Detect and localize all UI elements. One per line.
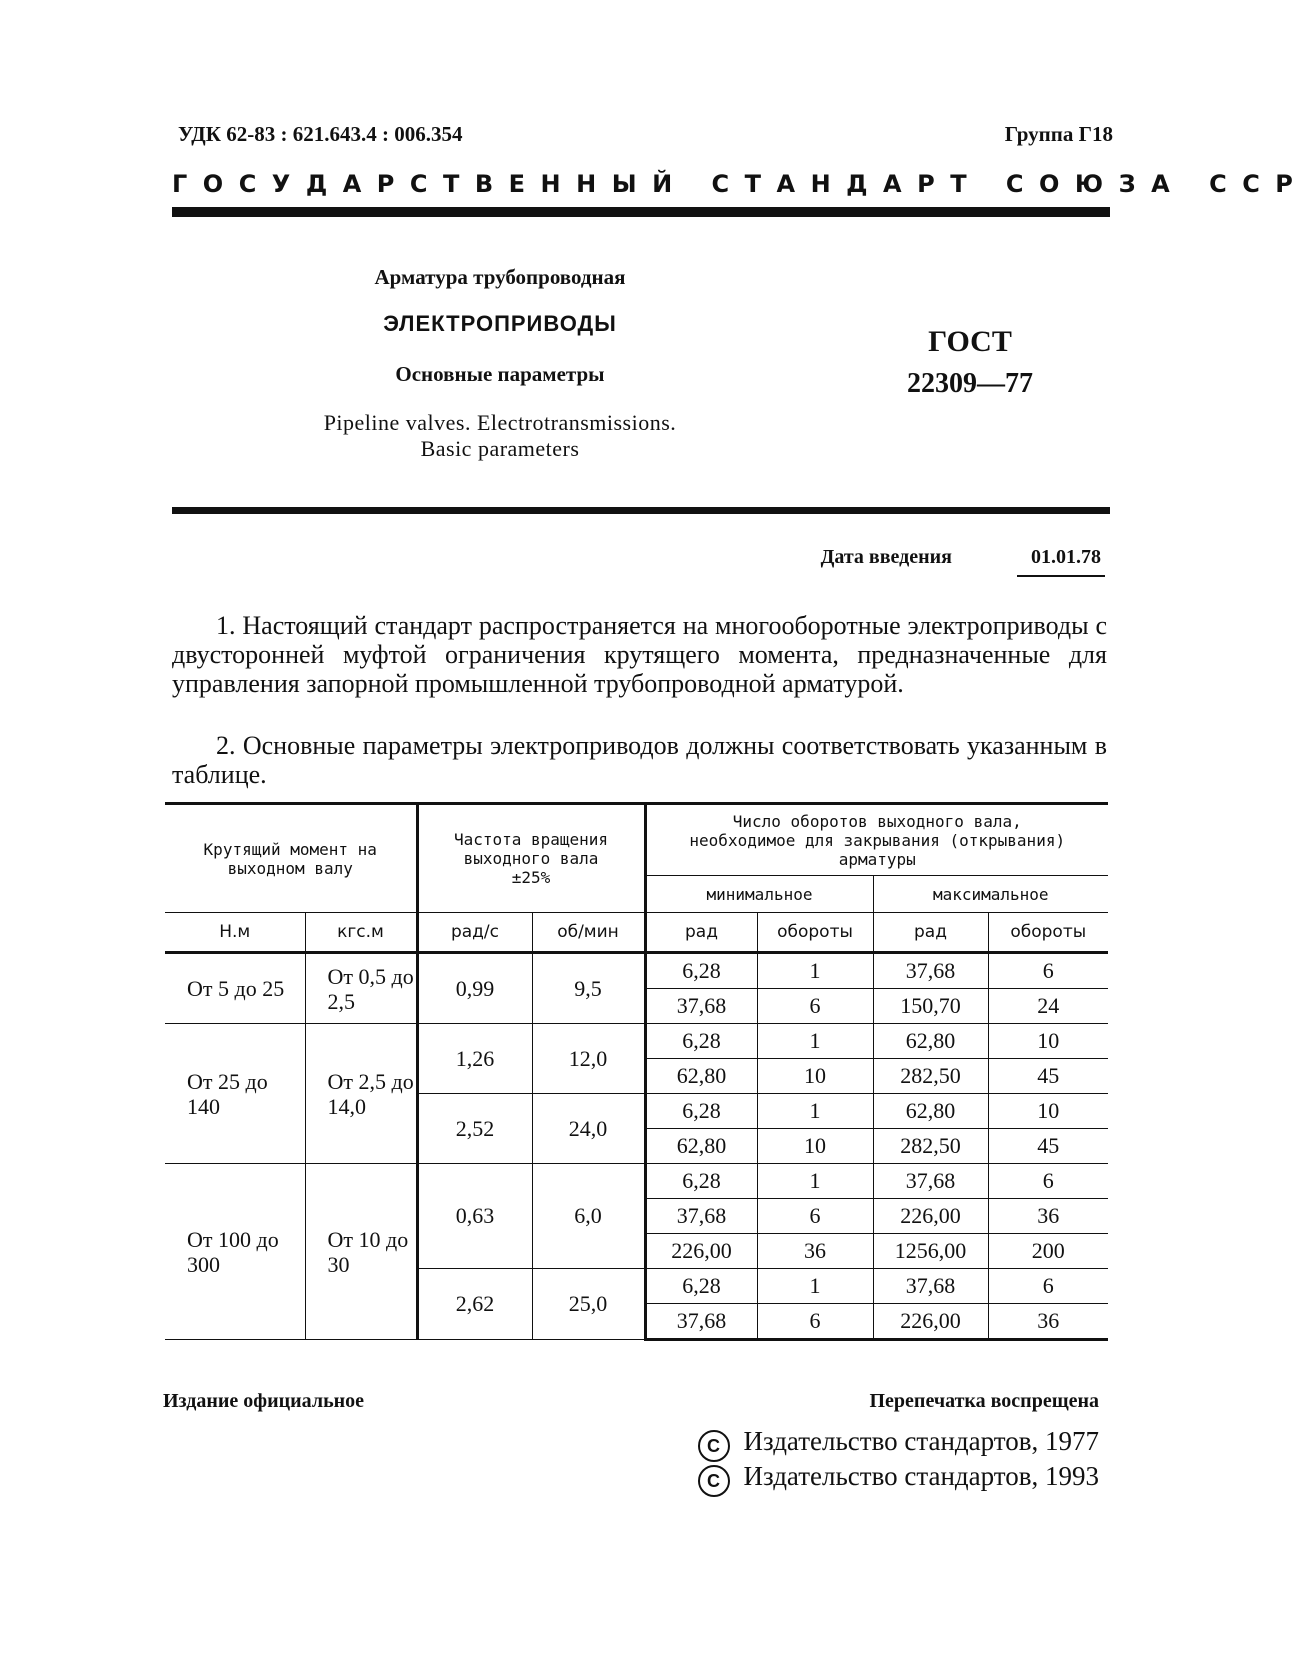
max-turns: 10 bbox=[988, 1024, 1108, 1059]
max-rad: 37,68 bbox=[873, 953, 988, 989]
copyright-icon: C bbox=[698, 1430, 730, 1462]
header-rule bbox=[172, 207, 1110, 217]
min-rad: 62,80 bbox=[645, 1059, 757, 1094]
min-rad: 37,68 bbox=[645, 989, 757, 1024]
table-row bbox=[165, 1024, 1108, 1059]
max-turns: 36 bbox=[988, 1199, 1108, 1234]
header-frequency: Частота вращения выходного вала ±25% bbox=[417, 804, 645, 913]
max-rad: 226,00 bbox=[873, 1304, 988, 1340]
speed-rpm: 9,5 bbox=[532, 953, 645, 1024]
unit-min-turns: обороты bbox=[757, 913, 873, 953]
title-english-line1: Pipeline valves. Electrotransmissions. bbox=[323, 410, 677, 435]
header-minimal: минимальное bbox=[645, 876, 873, 913]
torque-kgsm: От 0,5 до 2,5 bbox=[305, 953, 417, 1024]
introduction-date-block bbox=[821, 546, 1105, 577]
parameters-table bbox=[165, 802, 1108, 1341]
max-rad: 282,50 bbox=[873, 1129, 988, 1164]
speed-rads: 1,26 bbox=[417, 1024, 532, 1094]
table-row bbox=[165, 953, 1108, 989]
max-turns: 45 bbox=[988, 1129, 1108, 1164]
header-revolutions: Число оборотов выходного вала, необходимое для закрывания (открывания) арматуры bbox=[645, 804, 1108, 876]
max-turns: 24 bbox=[988, 989, 1108, 1024]
copyright-line-1 bbox=[698, 1426, 1099, 1462]
torque-kgsm: От 10 до 30 bbox=[305, 1164, 417, 1340]
min-rad: 37,68 bbox=[645, 1304, 757, 1340]
copyright-text-1: Издательство стандартов, 1977 bbox=[743, 1426, 1099, 1456]
min-turns: 10 bbox=[757, 1129, 873, 1164]
title-subtitle: Основные параметры bbox=[395, 362, 605, 386]
speed-rpm: 6,0 bbox=[532, 1164, 645, 1269]
min-rad: 37,68 bbox=[645, 1199, 757, 1234]
gost-number: 22309—77 bbox=[907, 368, 1033, 399]
speed-rads: 2,62 bbox=[417, 1269, 532, 1340]
paragraph-1: 1. Настоящий стандарт распространяется на многооборотные электроприводы с двусторонней муфтой ограничения крутящего момента, предназначенные для управления запорной промышленной трубопроводной арматурой. bbox=[172, 611, 1107, 698]
title-main: ЭЛЕКТРОПРИВОДЫ bbox=[383, 311, 617, 336]
min-turns: 36 bbox=[757, 1234, 873, 1269]
max-rad: 62,80 bbox=[873, 1094, 988, 1129]
paragraph-2: 2. Основные параметры электроприводов должны соответствовать указанным в таблице. bbox=[172, 731, 1107, 789]
udk-code: УДК 62-83 : 621.643.4 : 006.354 bbox=[178, 122, 463, 146]
min-rad: 6,28 bbox=[645, 1269, 757, 1304]
min-turns: 6 bbox=[757, 989, 873, 1024]
unit-max-turns: обороты bbox=[988, 913, 1108, 953]
min-turns: 1 bbox=[757, 1164, 873, 1199]
max-turns: 10 bbox=[988, 1094, 1108, 1129]
speed-rads: 0,99 bbox=[417, 953, 532, 1024]
torque-kgsm: От 2,5 до 14,0 bbox=[305, 1024, 417, 1164]
max-rad: 37,68 bbox=[873, 1164, 988, 1199]
unit-rads: рад/с bbox=[417, 913, 532, 953]
min-rad: 6,28 bbox=[645, 1164, 757, 1199]
table-row bbox=[165, 1164, 1108, 1199]
standard-banner: ГОСУДАРСТВЕННЫЙ СТАНДАРТ СОЮЗА ССР bbox=[172, 170, 1308, 198]
unit-min-rad: рад bbox=[645, 913, 757, 953]
reprint-prohibited: Перепечатка воспрещена bbox=[869, 1390, 1099, 1412]
group-code: Группа Г18 bbox=[1004, 122, 1113, 146]
copyright-text-2: Издательство стандартов, 1993 bbox=[743, 1461, 1099, 1491]
max-rad: 282,50 bbox=[873, 1059, 988, 1094]
torque-nm: От 100 до 300 bbox=[165, 1164, 305, 1340]
title-rule bbox=[172, 507, 1110, 514]
max-rad: 37,68 bbox=[873, 1269, 988, 1304]
max-turns: 6 bbox=[988, 1164, 1108, 1199]
unit-max-rad: рад bbox=[873, 913, 988, 953]
header-maximal: максимальное bbox=[873, 876, 1108, 913]
max-turns: 6 bbox=[988, 953, 1108, 989]
min-turns: 1 bbox=[757, 1094, 873, 1129]
min-rad: 6,28 bbox=[645, 1024, 757, 1059]
unit-rpm: об/мин bbox=[532, 913, 645, 953]
max-turns: 45 bbox=[988, 1059, 1108, 1094]
max-turns: 6 bbox=[988, 1269, 1108, 1304]
min-turns: 1 bbox=[757, 953, 873, 989]
max-rad: 150,70 bbox=[873, 989, 988, 1024]
min-turns: 10 bbox=[757, 1059, 873, 1094]
unit-kgsm: кгс.м bbox=[305, 913, 417, 953]
official-edition: Издание официальное bbox=[163, 1390, 365, 1412]
speed-rads: 2,52 bbox=[417, 1094, 532, 1164]
min-rad: 226,00 bbox=[645, 1234, 757, 1269]
gost-label: ГОСТ bbox=[928, 325, 1012, 358]
min-rad: 6,28 bbox=[645, 953, 757, 989]
min-turns: 6 bbox=[757, 1199, 873, 1234]
introduction-label: Дата введения bbox=[820, 546, 952, 568]
torque-nm: От 25 до 140 bbox=[165, 1024, 305, 1164]
title-english-line2: Basic parameters bbox=[420, 436, 580, 461]
title-english bbox=[230, 410, 770, 462]
max-rad: 226,00 bbox=[873, 1199, 988, 1234]
max-turns: 200 bbox=[988, 1234, 1108, 1269]
title-category: Арматура трубопроводная bbox=[374, 265, 626, 289]
torque-nm: От 5 до 25 bbox=[165, 953, 305, 1024]
speed-rpm: 25,0 bbox=[532, 1269, 645, 1340]
max-rad: 1256,00 bbox=[873, 1234, 988, 1269]
min-rad: 6,28 bbox=[645, 1094, 757, 1129]
introduction-date: 01.01.78 bbox=[1017, 546, 1105, 577]
copyright-icon: C bbox=[698, 1465, 730, 1497]
min-turns: 1 bbox=[757, 1024, 873, 1059]
speed-rads: 0,63 bbox=[417, 1164, 532, 1269]
header-torque: Крутящий момент на выходном валу bbox=[165, 804, 417, 913]
min-turns: 6 bbox=[757, 1304, 873, 1340]
speed-rpm: 12,0 bbox=[532, 1024, 645, 1094]
speed-rpm: 24,0 bbox=[532, 1094, 645, 1164]
copyright-line-2 bbox=[698, 1461, 1099, 1497]
max-rad: 62,80 bbox=[873, 1024, 988, 1059]
min-rad: 62,80 bbox=[645, 1129, 757, 1164]
min-turns: 1 bbox=[757, 1269, 873, 1304]
max-turns: 36 bbox=[988, 1304, 1108, 1340]
unit-nm: Н.м bbox=[165, 913, 305, 953]
